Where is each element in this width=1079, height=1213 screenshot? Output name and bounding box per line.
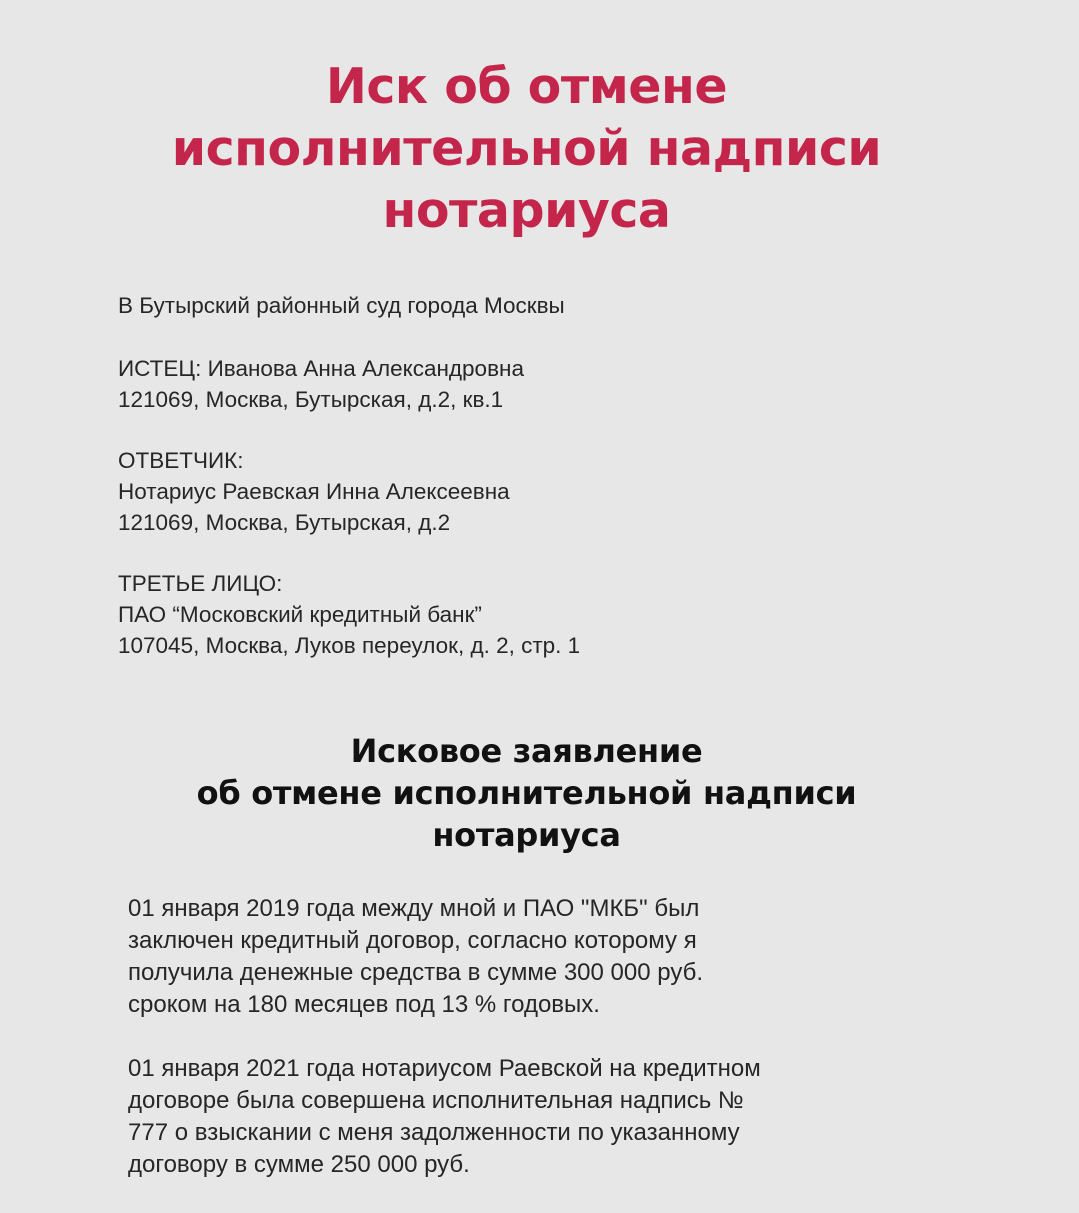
third-party-name: ПАО “Московский кредитный банк” [118,602,482,627]
defendant-name: Нотариус Раевская Инна Алексеевна [118,479,510,504]
claim-title-line-2: об отмене исполнительной надписи [196,774,857,812]
defendant-address: 121069, Москва, Бутырская, д.2 [118,510,451,535]
paragraph-line: 777 о взыскании с меня задолженности по указанному [128,1119,740,1146]
document-title-line-1: Иск об отмене [325,58,728,115]
third-party-label: ТРЕТЬЕ ЛИЦО: [118,571,283,596]
paragraph-line: сроком на 180 месяцев под 13 % годовых. [128,991,600,1018]
plaintiff-block [118,353,580,415]
paragraph-line: получила денежные средства в сумме 300 000 руб. [128,959,704,986]
defendant-block [118,445,580,538]
court-name: В Бутырский районный суд города Москвы [118,293,565,318]
document-title-line-2: исполнительной надписи [171,120,882,177]
paragraph-line: 01 января 2021 года нотариусом Раевской на кредитном [128,1055,761,1082]
claim-title-line-3: нотариуса [432,816,621,854]
third-party-block [118,568,580,661]
paragraph-credit-agreement [128,893,948,1021]
paragraph-line: заключен кредитный договор, согласно которому я [128,927,697,954]
claim-body [128,893,948,1213]
document-title-line-3: нотариуса [382,182,671,239]
plaintiff-name: ИСТЕЦ: Иванова Анна Александровна [118,356,524,381]
defendant-label: ОТВЕТЧИК: [118,448,244,473]
plaintiff-address: 121069, Москва, Бутырская, д.2, кв.1 [118,387,504,412]
paragraph-line: договору в сумме 250 000 руб. [128,1151,470,1178]
claim-title-line-1: Исковое заявление [350,732,703,770]
parties-section [118,290,580,691]
third-party-address: 107045, Москва, Луков переулок, д. 2, стр. 1 [118,633,581,658]
paragraph-executive-inscription [128,1053,948,1181]
court-block [118,290,580,321]
document-title [0,56,1053,242]
claim-title [0,730,1053,856]
paragraph-line: 01 января 2019 года между мной и ПАО "МКБ" был [128,895,700,922]
paragraph-line: договоре была совершена исполнительная надпись № [128,1087,744,1114]
